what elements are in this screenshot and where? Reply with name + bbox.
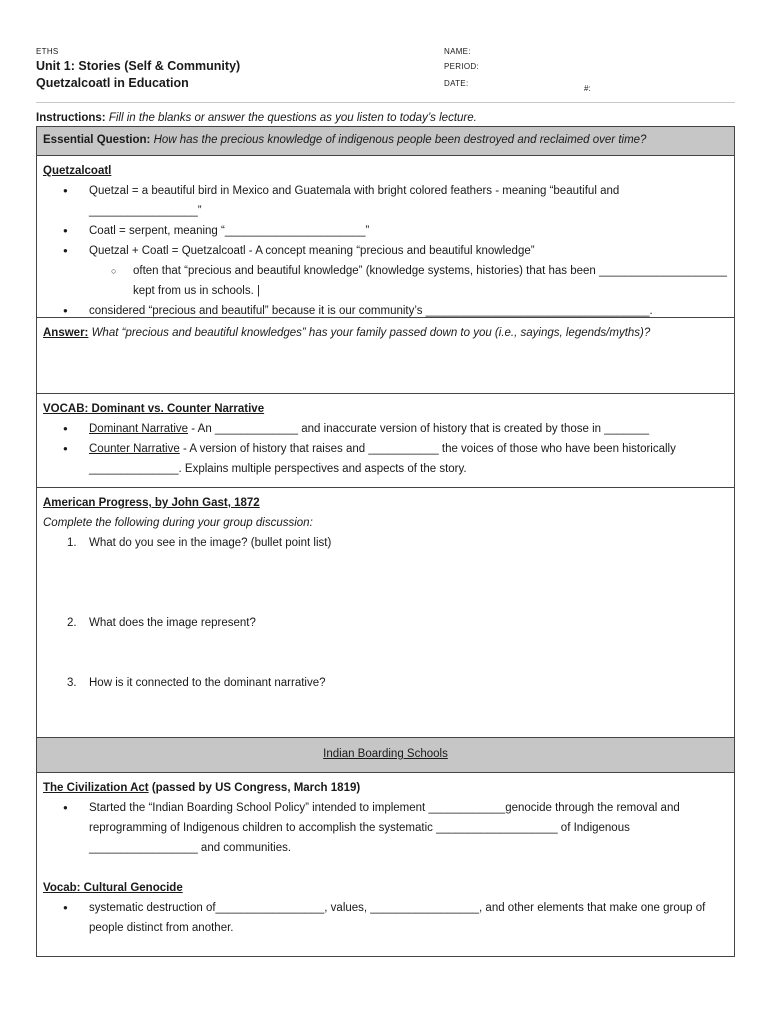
vocab-narrative-section xyxy=(37,393,734,487)
answer-question: What “precious and beautiful knowledges” has your family passed down to you (i.e., sayings, legends/myths)? xyxy=(91,327,651,339)
list-item: ○ often that “precious and beautiful knowledge” (knowledge systems, histories) that has been ____________________ kept from us in schools. | xyxy=(43,261,728,301)
american-progress-section xyxy=(37,487,734,737)
name-label: NAME: xyxy=(444,47,471,56)
civilization-act-title xyxy=(43,778,728,798)
question-text: What do you see in the image? (bullet point list) xyxy=(89,537,332,549)
worksheet-table xyxy=(36,126,735,957)
list-item: ● systematic destruction of_________________, values, _________________, and other elements that make one group of people distinct from another. xyxy=(43,898,728,938)
essential-question-label: Essential Question: xyxy=(43,134,151,146)
list-item xyxy=(43,613,728,673)
question-text: What does the image represent? xyxy=(89,617,256,629)
counter-narrative-term: Counter Narrative xyxy=(89,443,180,455)
answer-label: Answer: xyxy=(43,327,89,339)
dominant-narrative-term: Dominant Narrative xyxy=(89,423,189,435)
civilization-act-name: The Civilization Act xyxy=(43,782,149,794)
header-divider xyxy=(36,102,735,103)
boarding-schools-heading: Indian Boarding Schools xyxy=(323,748,448,760)
number-label: #: xyxy=(584,84,591,93)
course-label: ETHS xyxy=(36,47,59,56)
quetzalcoatl-heading: Quetzalcoatl xyxy=(43,165,112,177)
period-label: PERIOD: xyxy=(444,62,479,71)
list-item xyxy=(43,673,728,693)
list-item: ● Coatl = serpent, meaning “______________________” xyxy=(43,221,728,241)
vocab-narrative-heading: VOCAB: Dominant vs. Counter Narrative xyxy=(43,403,265,415)
list-item: ● Quetzal = a beautiful bird in Mexico and Guatemala with bright colored feathers - meaning “beautiful and _________________” xyxy=(43,181,728,221)
essential-question xyxy=(37,127,734,155)
header-right xyxy=(444,46,479,92)
counter-narrative-text: - A version of history that raises and ___________ the voices of those who have been historically ______________. Explains multiple perspectives and aspects of the story. xyxy=(89,443,676,475)
question-text: How is it connected to the dominant narrative? xyxy=(89,677,326,689)
list-item xyxy=(43,439,728,479)
civilization-act-date: (passed by US Congress, March 1819) xyxy=(148,782,361,794)
header-left xyxy=(36,46,240,92)
american-progress-subtitle: Complete the following during your group discussion: xyxy=(43,517,313,529)
boarding-schools-banner xyxy=(37,737,734,772)
lesson-title: Quetzalcoatl in Education xyxy=(36,76,189,90)
header xyxy=(36,40,735,96)
essential-question-text: How has the precious knowledge of indigenous people been destroyed and reclaimed over time? xyxy=(153,134,647,146)
worksheet-page xyxy=(36,40,735,957)
question-number: 2. xyxy=(67,617,77,629)
cultural-genocide-heading: Vocab: Cultural Genocide xyxy=(43,882,183,894)
question-number: 3. xyxy=(67,677,77,689)
instructions-text: Fill in the blanks or answer the questions as you listen to today’s lecture. xyxy=(108,112,477,124)
instructions xyxy=(36,111,735,125)
list-item xyxy=(43,533,728,613)
question-number: 1. xyxy=(67,537,77,549)
answer-section xyxy=(37,317,734,393)
list-item: ● Started the “Indian Boarding School Policy” intended to implement ____________genocide through the removal and reprogramming of Indigenous children to accomplish the systematic ___________________ of Indigenous _________________ and communities. xyxy=(43,798,728,858)
unit-title: Unit 1: Stories (Self & Community) xyxy=(36,59,241,73)
list-item: ● considered “precious and beautiful” because it is our community’s ___________________________________. xyxy=(43,301,728,321)
quetzalcoatl-section xyxy=(37,155,734,317)
american-progress-heading: American Progress, by John Gast, 1872 xyxy=(43,497,260,509)
date-label: DATE: xyxy=(444,79,469,88)
instructions-label: Instructions: xyxy=(36,112,106,124)
list-item xyxy=(43,419,728,439)
list-item: ● Quetzal + Coatl = Quetzalcoatl - A concept meaning “precious and beautiful knowledge” xyxy=(43,241,728,261)
spacer xyxy=(43,858,728,878)
civilization-act-section xyxy=(37,772,734,956)
dominant-narrative-text: - An _____________ and inaccurate version of history that is created by those in _______ xyxy=(188,423,650,435)
